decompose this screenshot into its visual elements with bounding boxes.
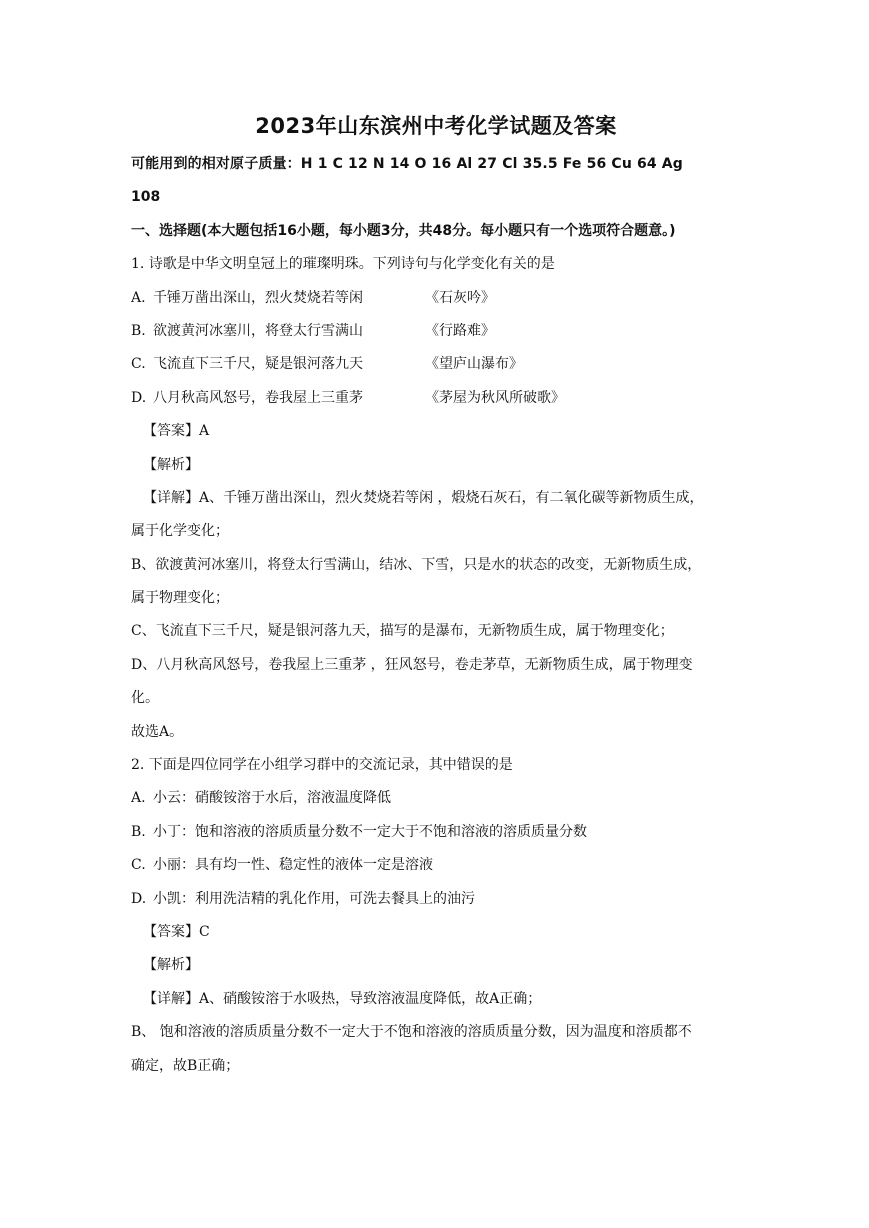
- question-1-detail-line: 故选A。: [131, 723, 184, 740]
- question-1-option-c: [131, 348, 741, 381]
- option-text: 小凯：利用洗洁精的乳化作用，可洗去餐具上的油污: [153, 890, 475, 907]
- question-1-detail-line: 属于物理变化；: [131, 590, 229, 607]
- option-text: 欲渡黄河冰塞川，将登太行雪满山: [153, 322, 363, 339]
- option-letter: C.: [131, 356, 146, 373]
- question-1-option-d: [131, 382, 741, 415]
- question-1-detail-line: C、飞流直下三千尺，疑是银河落九天，描写的是瀑布，无新物质生成，属于物理变化；: [131, 623, 674, 640]
- question-2-detail-line: 【详解】A、硝酸铵溶于水吸热，导致溶液温度降低，故A正确；: [143, 990, 542, 1007]
- atomic-masses-line-2: 108: [131, 189, 161, 206]
- option-letter: B.: [131, 322, 146, 339]
- option-poem-title: 《茅屋为秋风所破歌》: [425, 389, 565, 406]
- question-1-analysis-label: 【解析】: [143, 456, 199, 473]
- question-2-analysis-label: 【解析】: [143, 957, 199, 974]
- question-2-stem: 2. 下面是四位同学在小组学习群中的交流记录，其中错误的是: [131, 757, 513, 774]
- option-text: 千锤万凿出深山，烈火焚烧若等闲: [153, 289, 363, 306]
- option-text: 小丁：饱和溶液的溶质质量分数不一定大于不饱和溶液的溶质质量分数: [153, 823, 587, 840]
- question-1-detail-line: D、八月秋高风怒号，卷我屋上三重茅 ，狂风怒号，卷走茅草，无新物质生成，属于物理变: [131, 656, 693, 673]
- option-poem-title: 《望庐山瀑布》: [425, 356, 523, 373]
- section-1-heading: 一、选择题(本大题包括16小题，每小题3分，共48分。每小题只有一个选项符合题意。): [131, 222, 676, 239]
- question-1-answer: 【答案】A: [143, 423, 210, 440]
- question-2-option-c: [131, 849, 741, 882]
- option-text: 飞流直下三千尺，疑是银河落九天: [153, 356, 363, 373]
- question-1-detail-line: B、欲渡黄河冰塞川，将登太行雪满山，结冰、下雪，只是水的状态的改变，无新物质生成，: [131, 556, 702, 573]
- question-2-answer: 【答案】C: [143, 923, 210, 940]
- option-letter: D.: [131, 389, 147, 406]
- question-2-option-a: [131, 782, 741, 815]
- atomic-masses-line-1: 可能用到的相对原子质量：H 1 C 12 N 14 O 16 Al 27 Cl 35.5 Fe 56 Cu 64 Ag: [131, 156, 683, 172]
- option-text: 小云：硝酸铵溶于水后，溶液温度降低: [153, 790, 391, 807]
- question-1-detail-line: 属于化学变化；: [131, 523, 229, 540]
- option-text: 八月秋高风怒号，卷我屋上三重茅: [153, 389, 363, 406]
- option-letter: B.: [131, 823, 146, 840]
- question-1-option-b: [131, 315, 741, 348]
- document-title: 2023年山东滨州中考化学试题及答案: [255, 114, 617, 138]
- question-2-detail-line: 确定，故B正确；: [131, 1057, 240, 1074]
- question-1-detail-line: 化。: [131, 690, 159, 707]
- option-poem-title: 《石灰吟》: [425, 289, 495, 306]
- question-1-option-a: [131, 282, 741, 315]
- option-letter: D.: [131, 890, 147, 907]
- option-text: 小丽：具有均一性、稳定性的液体一定是溶液: [153, 857, 433, 874]
- question-2-option-d: [131, 883, 741, 916]
- question-1-detail-line: 【详解】A、千锤万凿出深山，烈火焚烧若等闲 ，煅烧石灰石，有二氧化碳等新物质生成，: [143, 489, 704, 506]
- option-letter: A.: [131, 790, 146, 807]
- option-letter: A.: [131, 289, 146, 306]
- question-2-detail-line: B、 饱和溶液的溶质质量分数不一定大于不饱和溶液的溶质质量分数，因为温度和溶质都不: [131, 1024, 692, 1041]
- option-letter: C.: [131, 857, 146, 874]
- option-poem-title: 《行路难》: [425, 322, 495, 339]
- document-page: [131, 112, 741, 1083]
- question-2-option-b: [131, 816, 741, 849]
- question-1-stem: 1. 诗歌是中华文明皇冠上的璀璨明珠。下列诗句与化学变化有关的是: [131, 256, 555, 273]
